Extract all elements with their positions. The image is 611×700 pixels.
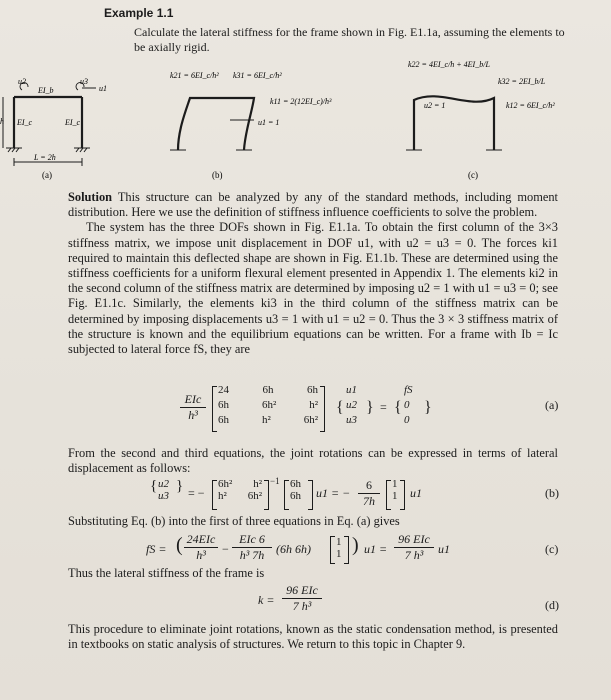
frame-figure bbox=[0, 48, 611, 188]
equation-a: EIc h³ 24 6h 6h 6h 6h² h² 6h h² 6h² { u1 u2 u3 } = { fS 0 0 } bbox=[180, 384, 560, 444]
fig-b-k21: k21 = 6EI_c/h² bbox=[170, 71, 219, 80]
eq-c-label: (c) bbox=[545, 542, 559, 556]
solution-paragraph-4: Substituting Eq. (b) into the first of three equations in Eq. (a) gives bbox=[68, 514, 400, 528]
solution-paragraph-1 bbox=[68, 190, 558, 357]
solution-p1-text: This structure can be analyzed by any of the standard methods, including moment distribution. Here we use the definition of stiffness influence coefficients to solve the problem. bbox=[68, 190, 558, 220]
fig-b-u1: u1 = 1 bbox=[258, 118, 280, 127]
example-heading: Example 1.1 bbox=[104, 6, 174, 20]
fig-a-beam-label: EI_b bbox=[38, 86, 54, 95]
fig-c-k32: k32 = 2EI_b/L bbox=[498, 77, 546, 86]
eq-a-u: u1 u2 u3 bbox=[346, 384, 357, 426]
fig-a-col-right: EI_c bbox=[65, 118, 81, 127]
fig-b-k31: k31 = 6EI_c/h² bbox=[233, 71, 282, 80]
fig-a-span: L = 2h bbox=[34, 153, 56, 162]
solution-p2-text: The system has the three DOFs shown in Fig. E1.1a. To obtain the first column of the 3×3 stiffness matrix, we impose unit displacement in DOF u1, with u2 = u3 = 0. The forces ki1 required to maintain this deflected shape are shown in Fig. E1.1b. These are determined using the stiffness coefficients for a uniform flexural element presented in Appendix 1. The elements ki2 in the second column of the stiffness matrix are determined by imposing u2 = 1 with u1 = u3 = 0; see Fig. E1.1c. Similarly, the elements ki3 in the third column of the stiffness matrix can be determined by imposing displacements u3 = 1 with u1 = u2 = 0. Thus the 3 × 3 stiffness matrix of the structure is known and the equilibrium equations can be written. For a frame with Ib = Ic subjected to lateral force fS, they are bbox=[68, 220, 558, 357]
eq-a-matrix: 24 6h 6h 6h 6h² h² 6h h² 6h² bbox=[218, 384, 318, 426]
fig-a-u3: u3 bbox=[80, 77, 88, 86]
figure-b-frame bbox=[178, 98, 254, 150]
solution-paragraph-3: From the second and third equations, the joint rotations can be expressed in terms of lateral displacement as follows: bbox=[68, 446, 558, 476]
solution-paragraph-6: This procedure to eliminate joint rotations, known as the static condensation method, is presented in textbooks on static analysis of structures. We return to this topic in Chapter 9. bbox=[68, 622, 558, 652]
fig-a-col-left: EI_c bbox=[17, 118, 33, 127]
eq-b-label: (b) bbox=[545, 486, 559, 500]
fig-b-k11: k11 = 2(12EI_c)/h³ bbox=[270, 97, 332, 106]
fig-a-height: h bbox=[0, 117, 4, 126]
fig-c-caption: (c) bbox=[468, 170, 478, 180]
fig-c-k22: k22 = 4EI_c/h + 4EI_b/L bbox=[408, 60, 490, 69]
eq-d-label: (d) bbox=[545, 598, 559, 612]
example-intro: Calculate the lateral stiffness for the frame shown in Fig. E1.1a, assuming the elements to be axially rigid. bbox=[134, 25, 565, 54]
equation-d: k = 96 EIc 7 h³ bbox=[258, 583, 358, 615]
solution-paragraph-5: Thus the lateral stiffness of the frame is bbox=[68, 566, 265, 580]
eq-a-coef: EIc h³ bbox=[180, 392, 206, 423]
fig-c-k12: k12 = 6EI_c/h² bbox=[506, 101, 555, 110]
equation-b: { u2 u3 } = − 6h² h² h² 6h² −1 6h 6h u1 = − 6 7h 1 1 u1 bbox=[150, 476, 422, 508]
eq-a-rhs: fS 0 0 bbox=[404, 384, 413, 426]
fig-b-caption: (b) bbox=[212, 170, 223, 180]
solution-lead: Solution bbox=[68, 190, 113, 204]
eq-a-label: (a) bbox=[545, 398, 559, 412]
fig-c-u2: u2 = 1 bbox=[424, 101, 446, 110]
equation-c: fS = ( 24EIc h³ − EIc 6 h³ 7h (6h 6h) 1 1 ) u1 = 96 EIc 7 h³ u1 bbox=[146, 532, 450, 562]
fig-a-caption: (a) bbox=[42, 170, 52, 180]
fig-a-u1: u1 bbox=[99, 84, 107, 93]
fig-a-u2: u2 bbox=[18, 77, 26, 86]
